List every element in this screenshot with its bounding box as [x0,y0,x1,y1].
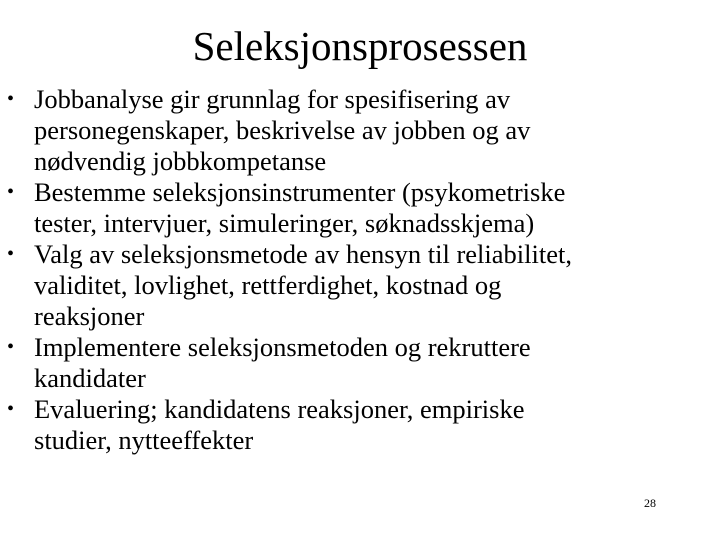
bullet-dot-icon: • [7,88,15,110]
bullet-dot-icon: • [7,336,15,358]
bullet-line: reaksjoner [34,301,145,331]
page-number: 28 [644,496,656,510]
bullet-list [0,84,720,456]
bullet-line: nødvendig jobbkompetanse [34,146,327,176]
bullet-line: Evaluering; kandidatens reaksjoner, empiriske [34,394,525,424]
bullet-line: studier, nytteeffekter [34,425,254,455]
bullet-dot-icon: • [7,243,15,265]
bullet-line: personegenskaper, beskrivelse av jobben og av [34,115,531,145]
bullet-line: kandidater [34,363,146,393]
bullet-line: validitet, lovlighet, rettferdighet, kostnad og [34,270,502,300]
bullet-item [0,394,694,456]
bullet-line: tester, intervjuer, simuleringer, søknadsskjema) [34,208,535,238]
bullet-dot-icon: • [7,398,15,420]
bullet-line: Implementere seleksjonsmetoden og rekruttere [34,332,531,362]
bullet-line: Bestemme seleksjonsinstrumenter (psykometriske [34,177,566,207]
bullet-item [0,177,694,239]
bullet-dot-icon: • [7,181,15,203]
bullet-line: Valg av seleksjonsmetode av hensyn til reliabilitet, [34,239,572,269]
bullet-item [0,332,694,394]
bullet-line: Jobbanalyse gir grunnlag for spesifisering av [34,84,511,114]
bullet-item [0,84,694,177]
bullet-item [0,239,694,332]
slide-title: Seleksjonsprosessen [192,23,528,69]
